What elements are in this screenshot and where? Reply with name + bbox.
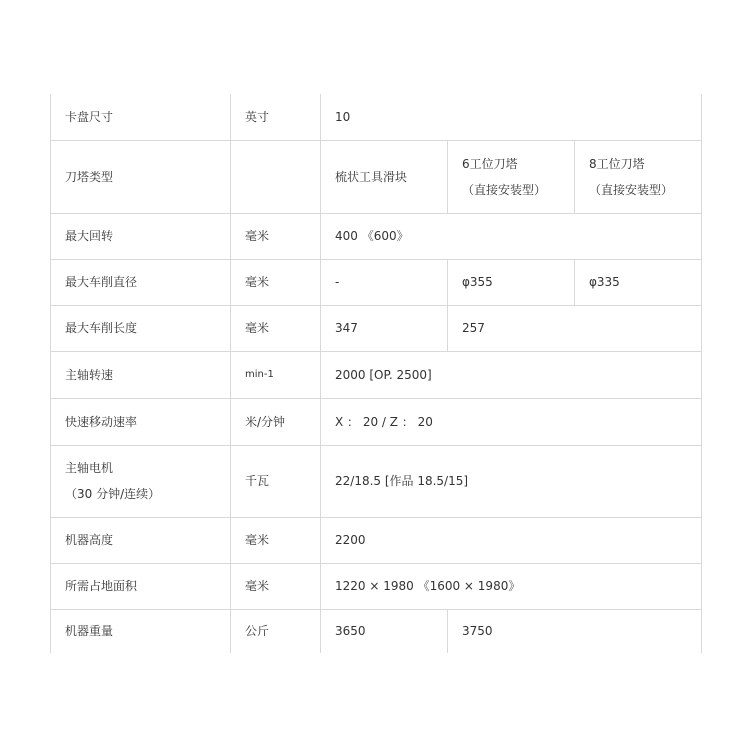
spec-unit: 千瓦 (231, 445, 321, 517)
spec-name: 卡盘尺寸 (51, 94, 231, 140)
spec-value: φ335 (575, 259, 702, 305)
spec-unit: 米/分钟 (231, 398, 321, 445)
turret-8-note: （直接安装型） (589, 182, 674, 197)
table-row (51, 563, 702, 609)
table-row (51, 445, 702, 517)
spec-value: 1220 × 1980 《1600 × 1980》 (321, 563, 702, 609)
spec-value: 梳状工具滑块 (321, 140, 448, 213)
spec-value: 347 (321, 305, 448, 351)
spec-value: 22/18.5 [作品 18.5/15] (321, 445, 702, 517)
spec-unit: min-1 (231, 351, 321, 398)
spec-unit: 毫米 (231, 259, 321, 305)
spec-value: 3750 (448, 609, 702, 653)
table-row (51, 140, 702, 213)
spec-name: 所需占地面积 (51, 563, 231, 609)
spec-value: 400 《600》 (321, 213, 702, 259)
spec-value: 2000 [OP. 2500] (321, 351, 702, 398)
spec-value: 2200 (321, 517, 702, 563)
spec-unit: 英寸 (231, 94, 321, 140)
spec-name-main: 主轴电机 (65, 461, 114, 475)
spec-value (575, 140, 702, 213)
table-row (51, 609, 702, 653)
spec-unit: 公斤 (231, 609, 321, 653)
spec-value: 10 (321, 94, 702, 140)
spec-unit: 毫米 (231, 563, 321, 609)
turret-8-label: 8工位刀塔 (589, 156, 645, 171)
spec-unit: 毫米 (231, 213, 321, 259)
spec-value: 3650 (321, 609, 448, 653)
spec-unit: 毫米 (231, 305, 321, 351)
table-row (51, 351, 702, 398)
spec-name: 刀塔类型 (51, 140, 231, 213)
spec-value: 257 (448, 305, 702, 351)
table-row (51, 213, 702, 259)
spec-unit (231, 140, 321, 213)
table-row (51, 305, 702, 351)
spec-name (51, 445, 231, 517)
turret-6-note: （直接安装型） (462, 182, 547, 197)
spec-name: 最大回转 (51, 213, 231, 259)
spec-value: - (321, 259, 448, 305)
spec-name: 最大车削长度 (51, 305, 231, 351)
spec-value (448, 140, 575, 213)
spec-name: 主轴转速 (51, 351, 231, 398)
spec-unit: 毫米 (231, 517, 321, 563)
spec-name: 快速移动速率 (51, 398, 231, 445)
spec-value: φ355 (448, 259, 575, 305)
spec-value: X ： 20 / Z ： 20 (321, 398, 702, 445)
spec-name-sub: （30 分钟/连续） (65, 487, 161, 501)
spec-name: 机器重量 (51, 609, 231, 653)
spec-name: 机器高度 (51, 517, 231, 563)
table-row (51, 398, 702, 445)
table-row (51, 517, 702, 563)
table-row (51, 259, 702, 305)
turret-6-label: 6工位刀塔 (462, 156, 518, 171)
table-row (51, 94, 702, 140)
spec-name: 最大车削直径 (51, 259, 231, 305)
spec-table (50, 94, 702, 653)
